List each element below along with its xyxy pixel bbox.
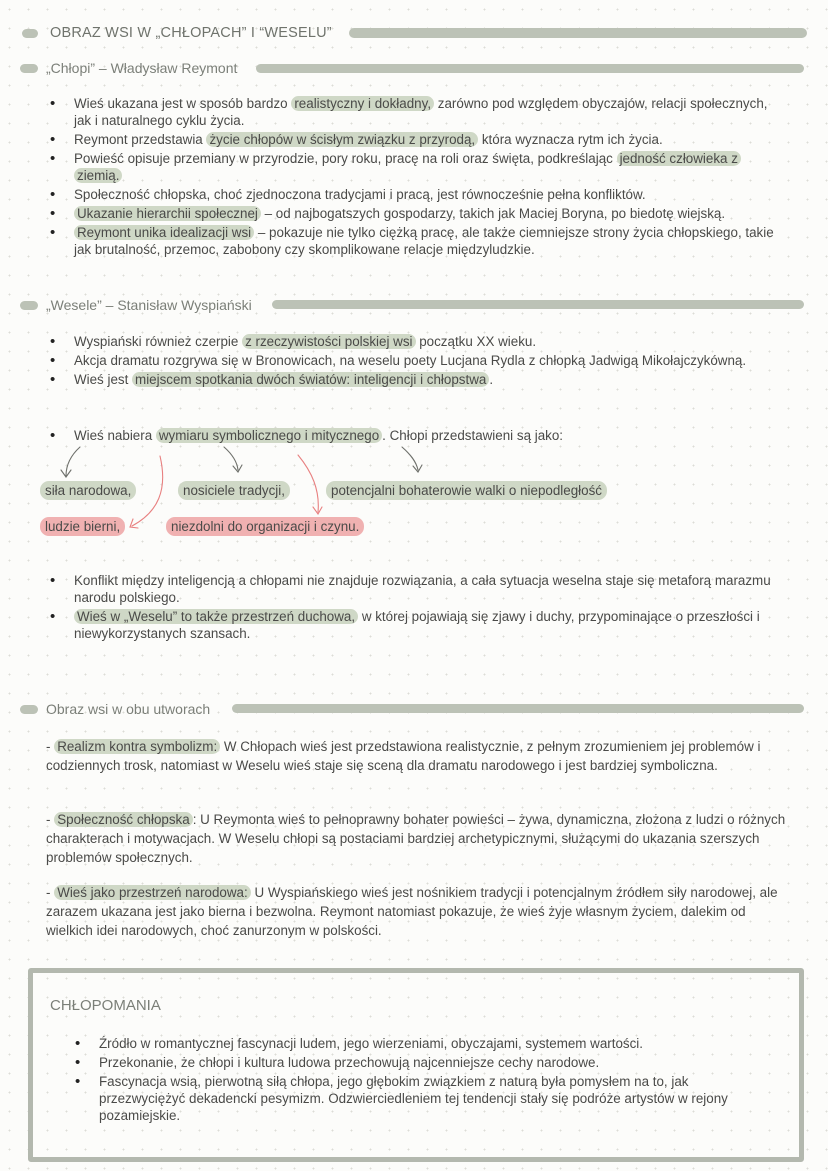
highlight: życie chłopów w ścisłym związku z przyrodą,: [206, 132, 478, 147]
list-item: [42, 371, 782, 388]
section2-pill-left: [20, 301, 38, 310]
section2-bullet-list-b: [42, 572, 782, 644]
section2-heading: „Wesele” – Stanisław Wyspiański: [46, 297, 252, 313]
list-item: [42, 333, 782, 350]
highlight: wymiaru symbolicznego i mitycznego: [156, 428, 382, 443]
text-run: zarówno pod względem obyczajów, relacji społecznych, jak i naturalnego cyklu życia.: [74, 96, 768, 128]
text-run: W Chłopach wieś jest przedstawiona realistycznie, z pełnym zrozumieniem jej problemów i codziennych trosk, natomiast w Weselu wieś staje się sceną dla dramatu narodowego i jest bardziej symboliczna.: [46, 739, 761, 773]
list-item: [42, 205, 782, 222]
title-pill-left: [22, 29, 38, 38]
list-item: • Przekonanie, że chłopi i kultura ludowa przechowują najcenniejsze cechy narodowe.: [67, 1054, 767, 1071]
page-title: OBRAZ WSI W „CHŁOPACH” I “WESELU”: [50, 25, 332, 41]
list-item: [42, 572, 782, 606]
text-run: U Wyspiańskiego wieś jest nośnikiem tradycji i potencjalnym źródłem siły narodowej, ale zarazem ukazana jest jako bierna i bezwolna. Reymont natomiast pokazuje, że wieś żyje własnym życiem, dalekim od wielkich idei narodowych, choć zanurzonym w polskości.: [46, 885, 778, 938]
list-item: [42, 186, 782, 203]
arrow-to-ludzie-bierni: [132, 456, 163, 526]
list-item: [42, 352, 782, 369]
highlight: Reymont unika idealizacji wsi: [74, 225, 254, 240]
arrow-to-niezdolni-head: [313, 507, 322, 514]
list-item: [42, 427, 782, 444]
list-item: • Źródło w romantycznej fascynacji ludem, jego wierzeniami, obyczajami, systemem wartości.: [67, 1035, 767, 1052]
text-run: Akcja dramatu rozgrywa się w Bronowicach, na weselu poety Lucjana Rydla z chłopką Jadwigą Mikołajczykówną.: [74, 353, 747, 368]
text-run: początku XX wieku.: [415, 334, 537, 349]
text-run: Wieś ukazana jest w sposób bardzo: [74, 96, 292, 111]
tag-potencjalni-bohaterowie: potencjalni bohaterowie walki o niepodległość: [326, 481, 607, 500]
list-item: [42, 224, 782, 258]
highlight: Społeczność chłopska: [54, 812, 193, 827]
section3-pill-right: [232, 704, 804, 713]
arrow-to-sila-narodowa-head: [61, 470, 71, 477]
text-run: – pokazuje nie tylko ciężką pracę, ale także ciemniejsze strony życia chłopskiego, takie jak brutalność, przemoc, zabobony czy skomplikowane relacje międzyludzkie.: [74, 225, 774, 257]
comparison-paragraph-national: [46, 883, 786, 940]
section2-bullet-list-a: [42, 333, 782, 390]
arrow-to-niezdolni: [298, 455, 318, 512]
text-run: Wyspiański również czerpie: [74, 334, 243, 349]
text-run: . Chłopi przedstawieni są jako:: [382, 428, 564, 443]
arrow-to-ludzie-bierni-head: [130, 519, 138, 528]
chlopomania-box: [28, 968, 804, 1162]
highlight: Realizm kontra symbolizm:: [54, 739, 220, 754]
section3-pill-left: [20, 705, 38, 714]
text-run: -: [46, 885, 55, 900]
section1-heading: „Chłopi” – Władysław Reymont: [46, 60, 238, 76]
tag-nosiciele-tradycji: nosiciele tradycji,: [178, 481, 290, 500]
section1-bullet-list: [42, 95, 782, 260]
arrow-to-nosiciele: [224, 447, 238, 470]
tag-ludzie-bierni: ludzie bierni,: [40, 517, 125, 536]
text-run: która wyznacza rytm ich życia.: [478, 132, 663, 147]
text-run: – od najbogatszych gospodarzy, takich jak Maciej Boryna, po biedotę wiejską.: [260, 206, 726, 221]
list-item: [42, 131, 782, 148]
text-run: Powieść opisuje przemiany w przyrodzie, pory roku, pracę na roli oraz święta, podkreślając: [74, 151, 617, 166]
section1-pill-right: [256, 64, 804, 73]
arrow-to-nosiciele-head: [233, 465, 242, 472]
text-run: -: [46, 739, 55, 754]
section2-bullet-symbolic: [42, 427, 782, 446]
section3-heading: Obraz wsi w obu utworach: [46, 701, 211, 717]
text-run: Wieś nabiera: [74, 428, 156, 443]
text-run: Wieś jest: [74, 372, 133, 387]
highlight: miejscem spotkania dwóch światów: inteligencji i chłopstwa: [132, 372, 489, 387]
list-item: [42, 150, 782, 184]
comparison-paragraph-realism: [46, 737, 786, 775]
highlight: realistyczny i dokładny,: [291, 96, 434, 111]
arrow-to-sila-narodowa: [66, 447, 80, 476]
arrow-to-potencjalni-head: [413, 465, 422, 472]
text-run: w której pojawiają się zjawy i duchy, przypominające o przeszłości i niewykorzystanych szansach.: [74, 609, 760, 641]
text-run: Konflikt między inteligencją a chłopami nie znajduje rozwiązania, a cała sytuacja weselna staje się metaforą marazmu narodu polskiego.: [74, 573, 771, 605]
chlopomania-title: CHŁOPOMANIA: [50, 997, 161, 1014]
highlight: Ukazanie hierarchii społecznej: [74, 206, 261, 221]
highlight: Wieś jako przestrzeń narodowa:: [54, 885, 251, 900]
section2-pill-right: [272, 300, 804, 309]
highlight: jedność człowieka z ziemią.: [74, 151, 741, 183]
list-item: [42, 608, 782, 642]
list-item: • Fascynacja wsią, pierwotną siłą chłopa, jego głębokim związkiem z naturą była pomysłem na to, jak przezwyciężyć dekadencki pesymizm. Odzwierciedleniem tej tendencji stały się podróże artystów w rejony pozamiejskie.: [67, 1073, 767, 1124]
text-run: : U Reymonta wieś to pełnoprawny bohater powieści – żywa, dynamiczna, złożona z ludzi o różnych charakterach i motywacjach. W Weselu chłopi są postaciami bardziej archetypicznymi, służącymi do ukazania szerszych problemów społecznych.: [46, 812, 786, 865]
text-run: Społeczność chłopska, choć zjednoczona tradycjami i pracą, jest równocześnie pełna konfliktów.: [74, 187, 646, 202]
chlopomania-bullet-list: [67, 1035, 767, 1126]
tag-sila-narodowa: siła narodowa,: [40, 481, 136, 500]
list-item: [42, 95, 782, 129]
highlight: Wieś w „Weselu” to także przestrzeń duchowa,: [74, 609, 358, 624]
text-run: -: [46, 812, 55, 827]
comparison-paragraph-community: [46, 810, 786, 867]
tag-niezdolni: niezdolni do organizacji i czynu.: [166, 517, 364, 536]
section1-pill-left: [20, 64, 38, 73]
title-pill-right: [349, 28, 807, 38]
text-run: Reymont przedstawia: [74, 132, 207, 147]
highlight: z rzeczywistości polskiej wsi: [242, 334, 415, 349]
text-run: .: [489, 372, 494, 387]
arrow-to-potencjalni: [402, 447, 418, 470]
